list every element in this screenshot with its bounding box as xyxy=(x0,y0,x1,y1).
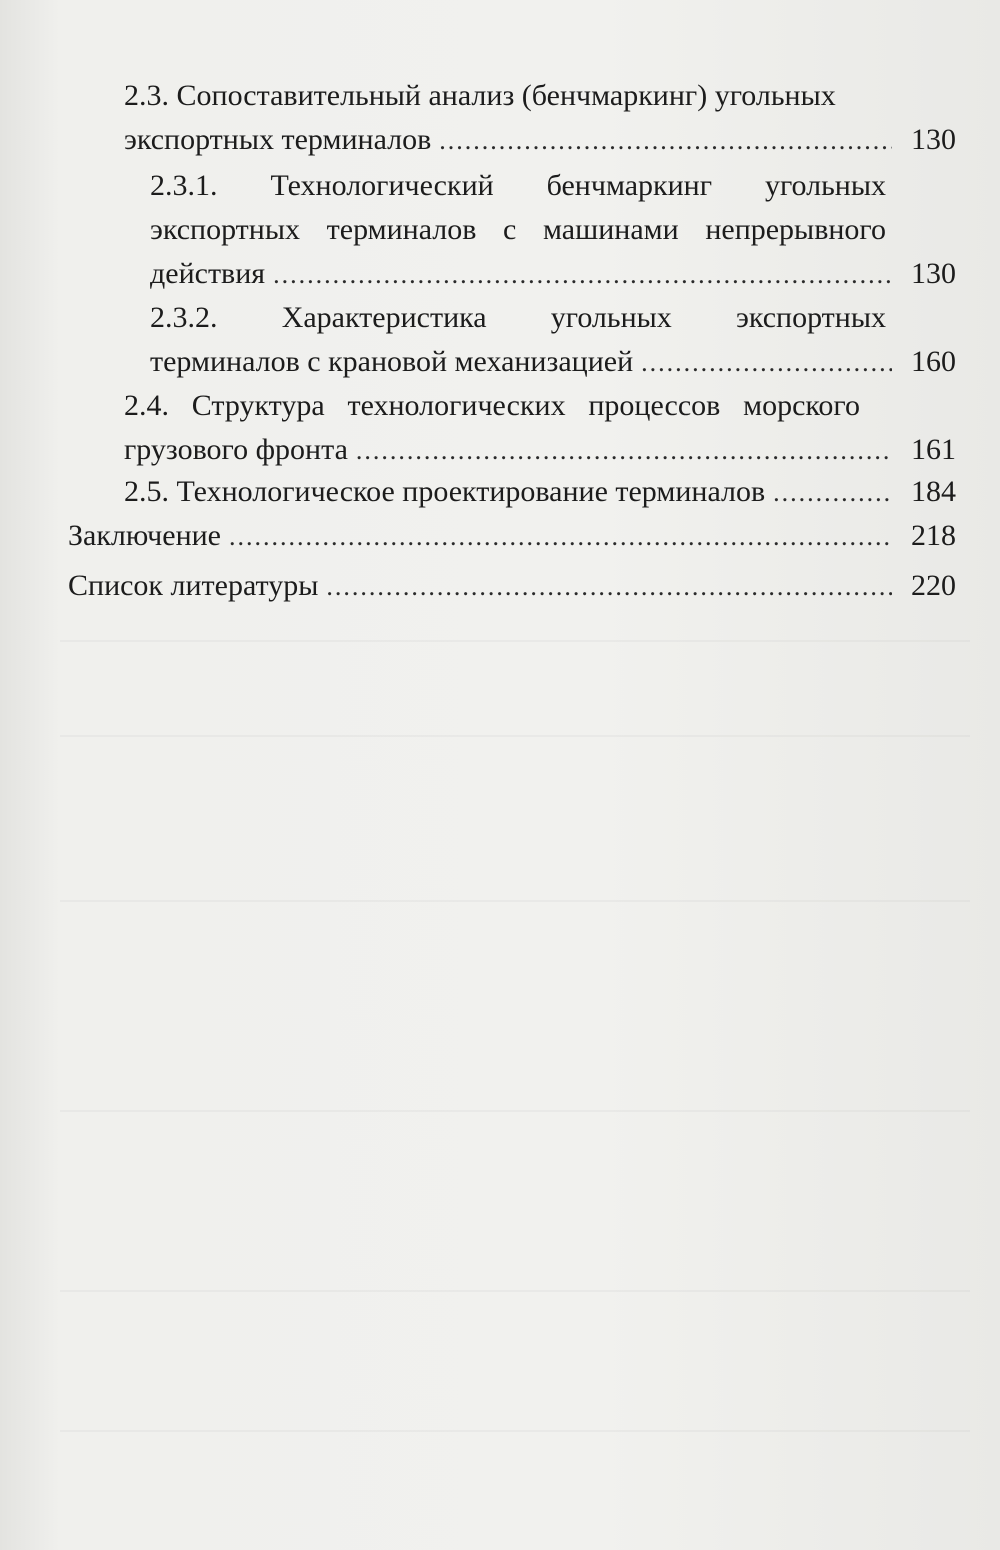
toc-entry-title: Заключение xyxy=(68,519,221,552)
toc-entry-line: 2.3.2. Характеристика угольных экспортных xyxy=(150,301,886,334)
toc-page-number: 130 xyxy=(911,257,956,290)
toc-entry-2-5 xyxy=(124,470,956,515)
toc-entry-title: Список литературы xyxy=(68,569,319,602)
leader-dots xyxy=(326,565,892,609)
leader-dots xyxy=(356,429,892,473)
toc-page-number: 161 xyxy=(911,433,956,466)
leader-dots xyxy=(641,341,892,385)
toc-entry-2-3-2 xyxy=(150,296,956,385)
toc-entry-line: экспортных терминалов с машинами непрерывного xyxy=(150,213,886,246)
toc-entry-conclusion xyxy=(68,514,956,559)
toc-entry-line: 2.3.1. Технологический бенчмаркинг угольных xyxy=(150,169,886,202)
toc-page-number: 184 xyxy=(911,475,956,508)
toc-page-number: 218 xyxy=(911,519,956,552)
toc-page-number: 160 xyxy=(911,345,956,378)
toc-entry-title: грузового фронта xyxy=(124,433,348,466)
toc-entry-title: терминалов с крановой механизацией xyxy=(150,345,634,378)
leader-dots xyxy=(229,515,892,559)
toc-page-number: 130 xyxy=(911,123,956,156)
toc-entry-2-3-1 xyxy=(150,164,956,297)
leader-dots xyxy=(273,253,892,297)
toc-entry-title: 2.5. Технологическое проектирование терминалов xyxy=(124,475,766,508)
toc-entry-title: экспортных терминалов xyxy=(124,123,432,156)
toc-entry-references xyxy=(68,564,956,609)
toc-entry-title: действия xyxy=(150,257,266,290)
toc-entry-2-4 xyxy=(124,384,956,473)
toc-entry-line: 2.3. Сопоставительный анализ (бенчмаркинг) угольных xyxy=(124,79,836,112)
toc-page-number: 220 xyxy=(911,569,956,602)
toc-entry-line: 2.4. Структура технологических процессов морского xyxy=(124,389,860,422)
toc-entry-2-3 xyxy=(124,74,956,163)
leader-dots xyxy=(439,119,892,163)
leader-dots xyxy=(773,471,892,515)
